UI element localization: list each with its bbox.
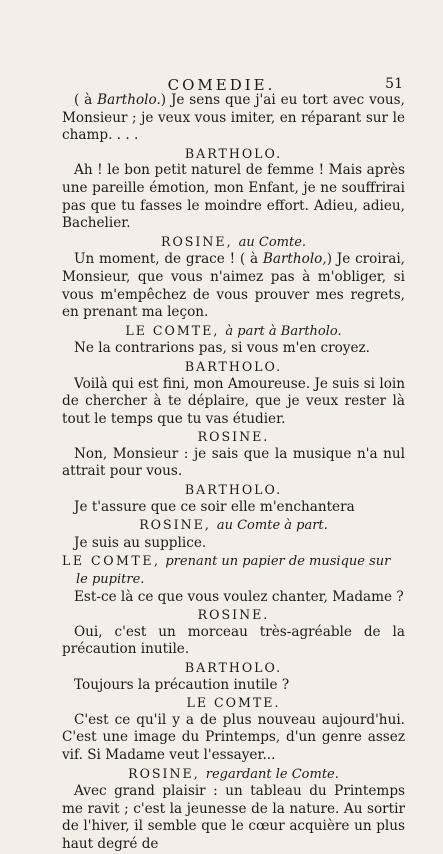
stage-direction: au Comte à part. — [216, 518, 328, 534]
dialogue-paragraph — [62, 162, 405, 232]
play-text — [62, 92, 405, 854]
dialogue-text: Ah ! le bon petit naturel de femme ! Mais après une pareille émotion, mon Enfant, je ne souffrirai pas que tu fasses le moindre effort. Adieu, adieu, Bachelier. — [62, 162, 405, 232]
speaker-label: ROSINE. — [197, 429, 270, 445]
speaker-label: ROSINE, — [160, 233, 233, 249]
speaker-label: LE COMTE. — [186, 695, 281, 711]
dialogue-text: Je t'assure que ce soir elle m'enchantera — [74, 498, 355, 515]
dialogue-text: Non, Monsieur : je sais que la musique n'a nul attrait pour vous. — [62, 445, 405, 480]
running-title: COMEDIE. — [167, 76, 276, 94]
dialogue-paragraph — [62, 251, 405, 321]
italic-name: Bartholo, — [262, 251, 327, 268]
speaker-label: BARTHOLO. — [184, 482, 283, 498]
speaker-label: LE COMTE, — [62, 553, 161, 569]
speaker-label: ROSINE, — [139, 517, 211, 533]
speaker-name — [62, 145, 405, 163]
dialogue-paragraph — [62, 712, 405, 765]
stage-direction: regardant le Comte. — [205, 766, 339, 782]
dialogue-paragraph — [62, 624, 405, 659]
speaker-name — [62, 516, 405, 535]
speaker-name — [62, 322, 405, 341]
dialogue-text: Je suis au supplice. — [74, 534, 207, 551]
dialogue-text: Voilà qui est fini, mon Amoureuse. Je suis si loin de chercher à te déplaire, que je veux rester là tout le temps que tu vas étudier. — [62, 375, 405, 427]
speaker-name — [62, 358, 405, 376]
speaker-label: LE COMTE, — [125, 322, 220, 338]
italic-name: Bartholo. — [97, 92, 161, 108]
dialogue-text: Est-ce là ce que vous voulez chanter, Madame ? — [74, 588, 404, 605]
speaker-label: BARTHOLO. — [184, 660, 283, 675]
dialogue-paragraph — [62, 376, 405, 429]
dialogue-paragraph — [62, 535, 405, 553]
dialogue-text: Un moment, de grace ! ( à — [74, 251, 263, 268]
speaker-name — [62, 428, 405, 446]
dialogue-paragraph — [62, 783, 405, 853]
dialogue-paragraph — [62, 589, 405, 607]
speaker-label: ROSINE. — [197, 607, 270, 623]
speaker-with-direction — [62, 552, 405, 588]
dialogue-text: C'est ce qu'il y a de plus nouveau aujourd'hui. C'est une image du Printemps, d'un genre assez vif. Si Madame veut l'essayer... — [62, 711, 405, 763]
speaker-label: BARTHOLO. — [184, 358, 283, 374]
speaker-label: BARTHOLO. — [184, 145, 283, 161]
dialogue-text: Avec grand plaisir : un tableau du Printemps me ravit ; c'est la jeunesse de la nature. Au sortir de l'hiver, il semble que le cœur acquière un plus haut degré de — [62, 783, 405, 852]
page-number: 51 — [385, 76, 403, 92]
dialogue-paragraph — [62, 340, 405, 358]
dialogue-paragraph — [62, 677, 405, 695]
speaker-name — [62, 694, 405, 712]
speaker-name — [62, 481, 405, 499]
speaker-name — [62, 606, 405, 624]
stage-direction: au Comte. — [238, 234, 307, 250]
dialogue-paragraph — [62, 92, 405, 145]
speaker-name — [62, 765, 405, 784]
speaker-name — [62, 233, 405, 252]
dialogue-text: ( à — [74, 92, 98, 108]
dialogue-paragraph — [62, 446, 405, 481]
stage-direction: à part à Bartholo. — [225, 323, 342, 339]
stage-direction: prenant un papier de musique sur le pupitre. — [76, 554, 391, 588]
dialogue-text: Oui, c'est un morceau très-agréable de la précaution inutile. — [62, 623, 405, 658]
dialogue-text: Toujours la précaution inutile ? — [74, 676, 290, 693]
speaker-name — [62, 659, 405, 677]
speaker-label: ROSINE, — [128, 765, 200, 781]
dialogue-text: ) Je sens que j'ai eu tort avec vous, Monsieur ; je veux vous imiter, en réparant sur le champ. . . . — [62, 92, 405, 144]
dialogue-paragraph — [62, 499, 405, 517]
dialogue-text: ) Je croirai, Monsieur, que vous n'aimez pas à m'obliger, si vous m'empêchez de vous prouver mes regrets, en prenant ma leçon. — [62, 251, 405, 321]
dialogue-text: Ne la contrarions pas, si vous m'en croyez. — [74, 340, 370, 357]
